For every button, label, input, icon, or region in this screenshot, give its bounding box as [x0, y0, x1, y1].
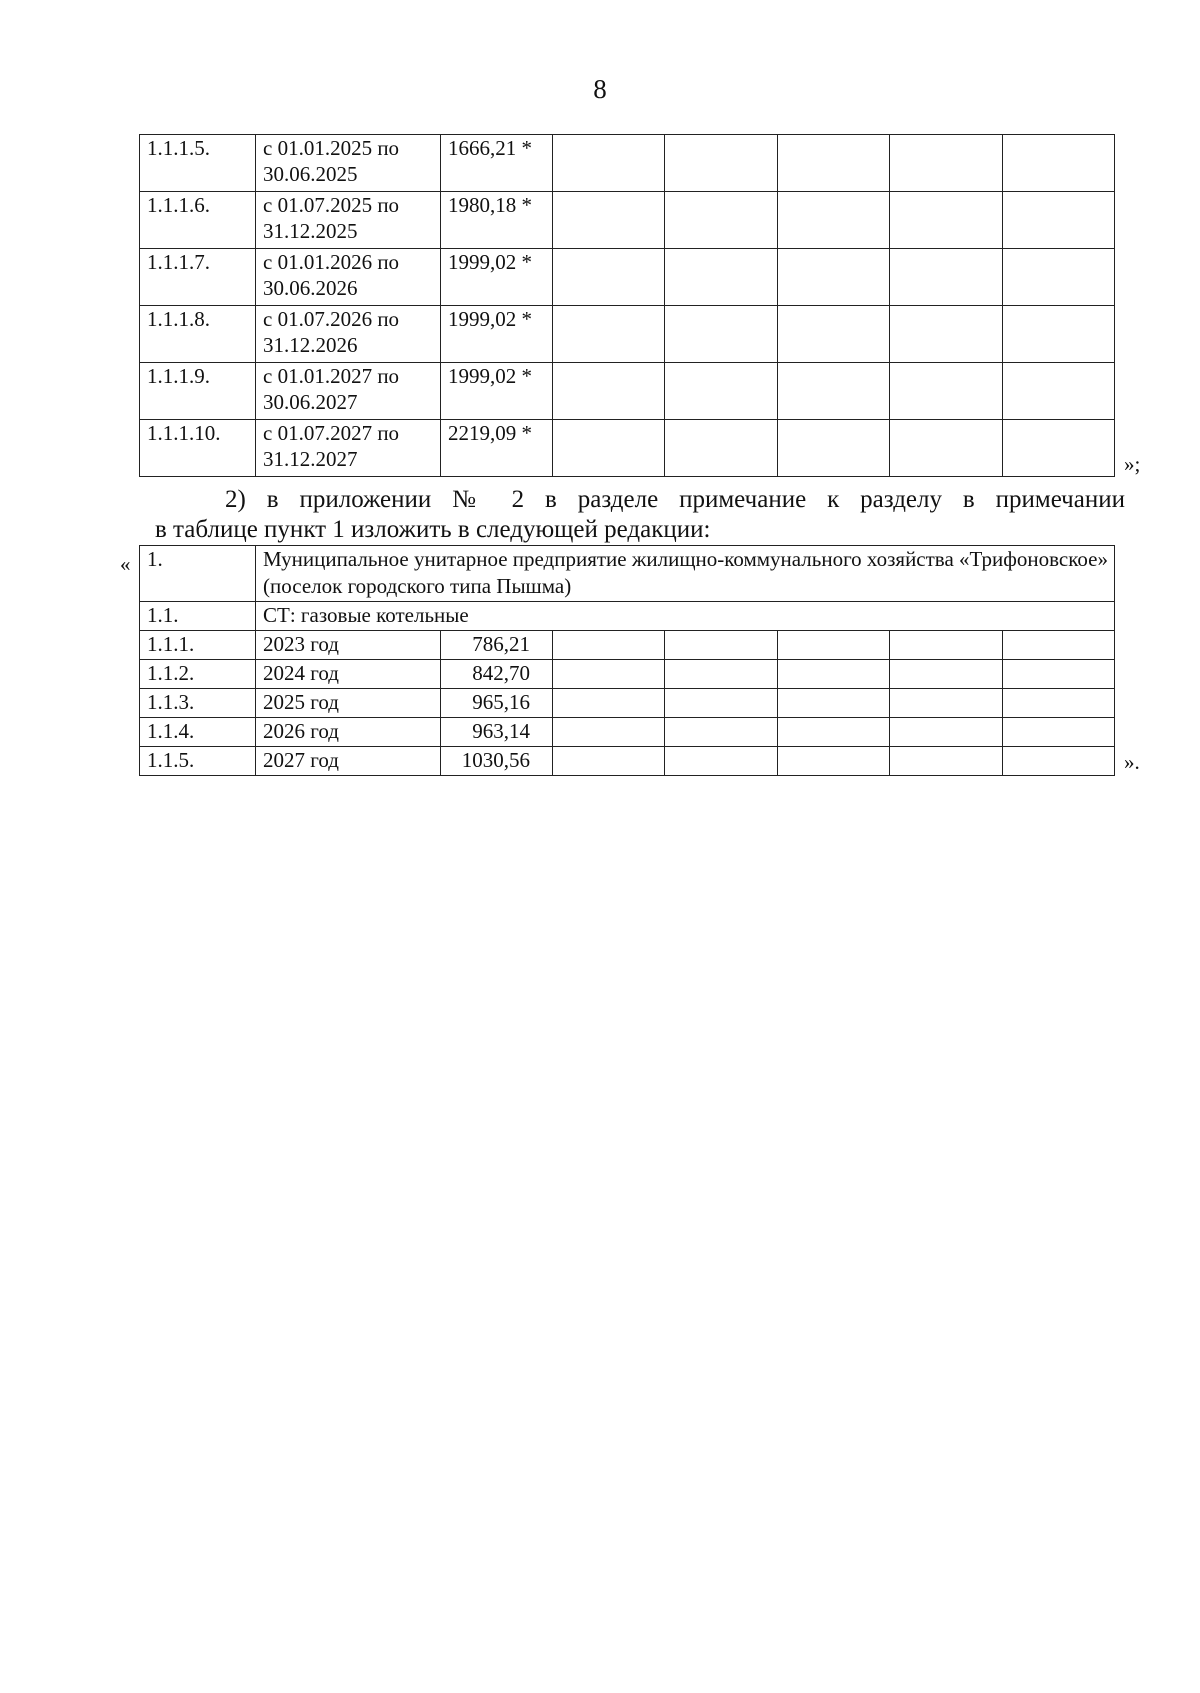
empty-cell: [553, 249, 665, 306]
tariff-value: 1999,02 *: [441, 306, 553, 363]
empty-cell: [1003, 631, 1115, 660]
table-row: [140, 631, 1115, 660]
tariff-value: 965,16: [441, 689, 553, 718]
row-number: 1.1.4.: [140, 718, 256, 747]
table-row: [140, 747, 1115, 776]
table-row: [140, 718, 1115, 747]
empty-cell: [553, 689, 665, 718]
row-number: 1.1.1.7.: [140, 249, 256, 306]
table-row: [140, 249, 1115, 306]
row-number: 1.1.1.5.: [140, 135, 256, 192]
empty-cell: [665, 631, 778, 660]
empty-cell: [553, 306, 665, 363]
table-row: [140, 363, 1115, 420]
organization-name: Муниципальное унитарное предприятие жилищно-коммунального хозяйства «Трифоновское» (поселок городского типа Пышма): [256, 546, 1115, 602]
empty-cell: [890, 747, 1003, 776]
tariff-value: 1999,02 *: [441, 363, 553, 420]
tariff-value: 1030,56: [441, 747, 553, 776]
row-number: 1.1.2.: [140, 660, 256, 689]
row-number: 1.1.1.8.: [140, 306, 256, 363]
empty-cell: [553, 192, 665, 249]
amendment-paragraph: [155, 485, 1125, 545]
empty-cell: [890, 689, 1003, 718]
empty-cell: [778, 192, 890, 249]
table-row: [140, 192, 1115, 249]
tariff-value: 842,70: [441, 660, 553, 689]
tariff-value: 786,21: [441, 631, 553, 660]
empty-cell: [1003, 420, 1115, 477]
empty-cell: [1003, 689, 1115, 718]
empty-cell: [778, 249, 890, 306]
row-number: 1.1.1.9.: [140, 363, 256, 420]
empty-cell: [665, 689, 778, 718]
empty-cell: [665, 747, 778, 776]
tariff-table-continued: [139, 134, 1115, 477]
year-cell: 2024 год: [256, 660, 441, 689]
paragraph-line: в таблице пункт 1 изложить в следующей редакции:: [155, 516, 711, 543]
tariff-value: 963,14: [441, 718, 553, 747]
empty-cell: [553, 631, 665, 660]
period-cell: с 01.07.2026 по 31.12.2026: [256, 306, 441, 363]
period-cell: с 01.07.2027 по 31.12.2027: [256, 420, 441, 477]
row-number: 1.1.1.10.: [140, 420, 256, 477]
table-row: [140, 689, 1115, 718]
subsection-name: СТ: газовые котельные: [256, 602, 1115, 631]
empty-cell: [553, 660, 665, 689]
row-number: 1.1.: [140, 602, 256, 631]
organization-row: [140, 546, 1115, 602]
empty-cell: [890, 631, 1003, 660]
empty-cell: [778, 363, 890, 420]
empty-cell: [890, 249, 1003, 306]
closing-quote-mark: »;: [1124, 452, 1141, 476]
tariff-value: 1666,21 *: [441, 135, 553, 192]
subsection-row: [140, 602, 1115, 631]
period-cell: с 01.01.2025 по 30.06.2025: [256, 135, 441, 192]
empty-cell: [553, 420, 665, 477]
empty-cell: [665, 249, 778, 306]
empty-cell: [553, 718, 665, 747]
empty-cell: [1003, 306, 1115, 363]
empty-cell: [890, 363, 1003, 420]
period-cell: с 01.01.2026 по 30.06.2026: [256, 249, 441, 306]
year-cell: 2025 год: [256, 689, 441, 718]
page-number: 8: [593, 74, 607, 104]
empty-cell: [778, 135, 890, 192]
empty-cell: [890, 192, 1003, 249]
year-cell: 2023 год: [256, 631, 441, 660]
empty-cell: [553, 747, 665, 776]
empty-cell: [890, 718, 1003, 747]
year-cell: 2027 год: [256, 747, 441, 776]
empty-cell: [890, 420, 1003, 477]
row-number: 1.1.5.: [140, 747, 256, 776]
paragraph-line: 2) в приложении № 2 в разделе примечание к разделу в примечании: [225, 486, 1125, 513]
empty-cell: [778, 689, 890, 718]
table-row: [140, 420, 1115, 477]
empty-cell: [665, 363, 778, 420]
table-row: [140, 660, 1115, 689]
row-number: 1.1.1.6.: [140, 192, 256, 249]
empty-cell: [665, 135, 778, 192]
empty-cell: [1003, 718, 1115, 747]
period-cell: с 01.01.2027 по 30.06.2027: [256, 363, 441, 420]
tariff-value: 1980,18 *: [441, 192, 553, 249]
empty-cell: [778, 747, 890, 776]
empty-cell: [665, 420, 778, 477]
opening-quote-mark: «: [120, 552, 131, 576]
revised-tariff-table: [139, 545, 1115, 776]
tariff-value: 2219,09 *: [441, 420, 553, 477]
empty-cell: [890, 306, 1003, 363]
empty-cell: [1003, 363, 1115, 420]
table-row: [140, 135, 1115, 192]
empty-cell: [553, 135, 665, 192]
closing-quote-mark: ».: [1124, 750, 1140, 774]
row-number: 1.1.1.: [140, 631, 256, 660]
empty-cell: [778, 631, 890, 660]
empty-cell: [665, 192, 778, 249]
row-number: 1.: [140, 546, 256, 602]
empty-cell: [890, 660, 1003, 689]
empty-cell: [778, 420, 890, 477]
tariff-value: 1999,02 *: [441, 249, 553, 306]
empty-cell: [665, 660, 778, 689]
empty-cell: [890, 135, 1003, 192]
row-number: 1.1.3.: [140, 689, 256, 718]
empty-cell: [778, 306, 890, 363]
empty-cell: [1003, 249, 1115, 306]
empty-cell: [778, 660, 890, 689]
empty-cell: [778, 718, 890, 747]
empty-cell: [665, 306, 778, 363]
empty-cell: [553, 363, 665, 420]
period-cell: с 01.07.2025 по 31.12.2025: [256, 192, 441, 249]
empty-cell: [1003, 135, 1115, 192]
year-cell: 2026 год: [256, 718, 441, 747]
empty-cell: [1003, 747, 1115, 776]
empty-cell: [665, 718, 778, 747]
table-row: [140, 306, 1115, 363]
empty-cell: [1003, 192, 1115, 249]
empty-cell: [1003, 660, 1115, 689]
